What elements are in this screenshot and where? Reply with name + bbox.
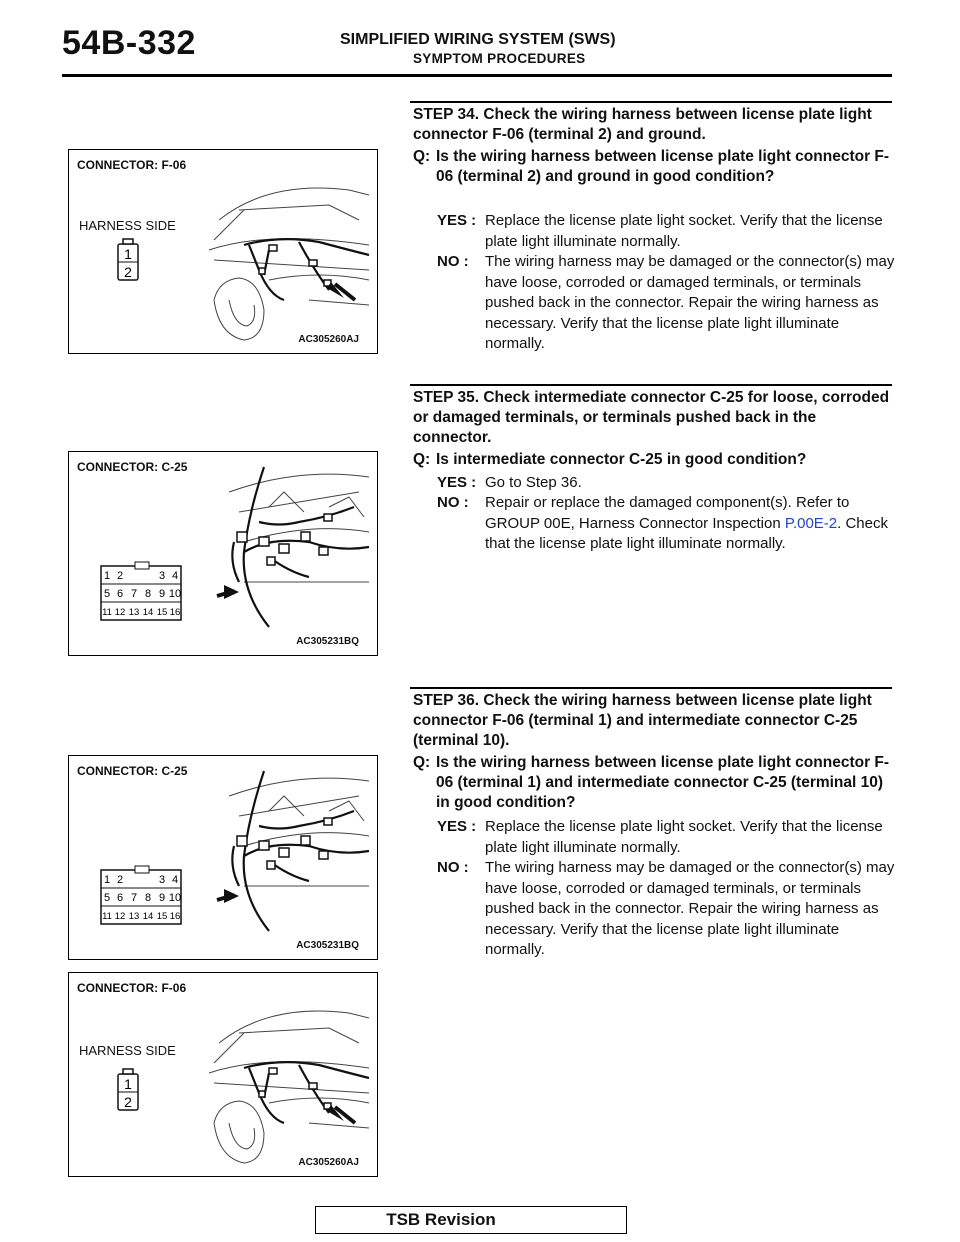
no-text: The wiring harness may be damaged or the connector(s) may have loose, corroded or damaged terminals, or terminals pushed back in the connector. Repair the wiring harness as necessary. Verify that the license plate light illuminate normally. [485, 859, 895, 958]
pin-label: 15 [156, 607, 168, 618]
pin-label: 7 [130, 892, 138, 904]
connector-label: CONNECTOR: F-06 [77, 981, 187, 995]
section-subtitle: SYMPTOM PROCEDURES [413, 51, 586, 66]
pin-label: 9 [158, 588, 166, 600]
figure-code: AC305231BQ [296, 940, 359, 951]
question-text: Is intermediate connector C-25 in good condition? [436, 451, 807, 468]
yes-text: Replace the license plate light socket. Verify that the license plate light illuminate normally. [485, 818, 883, 856]
pin-label: 1 [103, 570, 111, 582]
pin-label: 5 [103, 588, 111, 600]
figure-f06-connector [68, 972, 378, 1177]
dashboard-harness-illustration [69, 756, 377, 959]
question-text: Is the wiring harness between license plate light connector F-06 (terminal 1) and intermediate connector C-25 (terminal 10) in good condition? [436, 754, 890, 811]
step-35-yes [437, 473, 897, 494]
pin-label: 6 [116, 892, 124, 904]
step-36-no [437, 858, 897, 961]
question-label: Q: [413, 451, 431, 468]
pin-label: 4 [171, 874, 179, 886]
step-36-title: STEP 36. Check the wiring harness between license plate light connector F-06 (terminal 1) and intermediate connector C-25 (terminal 10). [413, 692, 872, 749]
step-36-yes [437, 817, 897, 858]
step-36-rule [410, 687, 892, 689]
pin-label: 6 [116, 588, 124, 600]
tsb-revision-label: TSB Revision [386, 1210, 496, 1229]
yes-text: Replace the license plate light socket. Verify that the license plate light illuminate normally. [485, 212, 883, 250]
no-text-main: Repair or replace the damaged component(s). Refer to GROUP 00E, Harness Connector Inspection [485, 494, 850, 532]
question-label: Q: [413, 148, 431, 165]
step-35-title: STEP 35. Check intermediate connector C-25 for loose, corroded or damaged terminals, or terminals pushed back in the connector. [413, 389, 890, 446]
yes-label: YES : [437, 212, 477, 229]
pin-label: 2 [116, 874, 124, 886]
connector-label: CONNECTOR: C-25 [77, 460, 188, 474]
pin-label: 2 [124, 1094, 132, 1110]
harness-side-label: HARNESS SIDE [79, 218, 176, 233]
pin-label: 1 [124, 1076, 132, 1092]
connector-c25-pinout [101, 562, 181, 620]
rear-car-harness-illustration [69, 973, 377, 1176]
pin-label: 15 [156, 911, 168, 922]
step-36-question [413, 753, 893, 813]
figure-code: AC305260AJ [298, 334, 359, 345]
pin-label: 3 [158, 570, 166, 582]
no-text: The wiring harness may be damaged or the connector(s) may have loose, corroded or damaged terminals, or terminals pushed back in the connector. Repair the wiring harness as necessary. Verify that the license plate light illuminate normally. [485, 253, 895, 352]
harness-side-label: HARNESS SIDE [79, 1043, 176, 1058]
no-text-tail: . Check that the license plate light illuminate normally. [485, 514, 888, 552]
pin-label: 13 [128, 911, 140, 922]
page-number: 54B-332 [62, 24, 196, 62]
figure-code: AC305260AJ [298, 1157, 359, 1168]
pin-label: 5 [103, 892, 111, 904]
pin-label: 8 [144, 588, 152, 600]
pin-label: 3 [158, 874, 166, 886]
step-34-no [437, 252, 897, 355]
figure-code: AC305231BQ [296, 636, 359, 647]
connector-label: CONNECTOR: C-25 [77, 764, 188, 778]
pin-label: 1 [124, 246, 132, 262]
no-label: NO : [437, 253, 469, 270]
section-title: SIMPLIFIED WIRING SYSTEM (SWS) [340, 31, 616, 48]
inspection-link[interactable]: P.00E-2 [784, 514, 838, 532]
figure-f06-connector [68, 149, 378, 354]
step-34-rule [410, 101, 892, 103]
pin-label: 2 [116, 570, 124, 582]
pin-label: 8 [144, 892, 152, 904]
step-34-question [413, 147, 893, 187]
tsb-revision-box [315, 1206, 627, 1234]
pin-label: 10 [168, 892, 182, 904]
header-rule [62, 74, 892, 77]
no-label: NO : [437, 494, 469, 511]
step-34-yes [437, 211, 897, 252]
pin-label: 14 [142, 911, 154, 922]
yes-text: Go to Step 36. [485, 474, 582, 491]
connector-c25-pinout [101, 866, 181, 924]
rear-car-harness-illustration [69, 150, 377, 353]
question-label: Q: [413, 754, 431, 771]
figure-c25-connector [68, 755, 378, 960]
step-35-question [413, 450, 893, 470]
pin-label: 16 [169, 911, 181, 922]
pin-label: 7 [130, 588, 138, 600]
step-35-no [437, 493, 897, 555]
step-34-title: STEP 34. Check the wiring harness between license plate light connector F-06 (terminal 2) and ground. [413, 106, 872, 143]
pin-label: 12 [114, 911, 126, 922]
pin-label: 13 [128, 607, 140, 618]
pin-label: 10 [168, 588, 182, 600]
pin-label: 2 [124, 264, 132, 280]
pin-label: 1 [103, 874, 111, 886]
pin-label: 16 [169, 607, 181, 618]
pin-label: 12 [114, 607, 126, 618]
pin-label: 9 [158, 892, 166, 904]
yes-label: YES : [437, 474, 477, 491]
dashboard-harness-illustration [69, 452, 377, 655]
pin-label: 14 [142, 607, 154, 618]
connector-f06-pinout [118, 1069, 138, 1110]
step-35-rule [410, 384, 892, 386]
yes-label: YES : [437, 818, 477, 835]
figure-c25-connector [68, 451, 378, 656]
connector-f06-pinout [118, 239, 138, 280]
pin-label: 11 [102, 607, 112, 618]
no-label: NO : [437, 859, 469, 876]
pin-label: 4 [171, 570, 179, 582]
question-text: Is the wiring harness between license plate light connector F-06 (terminal 2) and ground in good condition? [436, 148, 890, 185]
connector-label: CONNECTOR: F-06 [77, 158, 187, 172]
no-text [485, 493, 897, 555]
pin-label: 11 [102, 911, 112, 922]
